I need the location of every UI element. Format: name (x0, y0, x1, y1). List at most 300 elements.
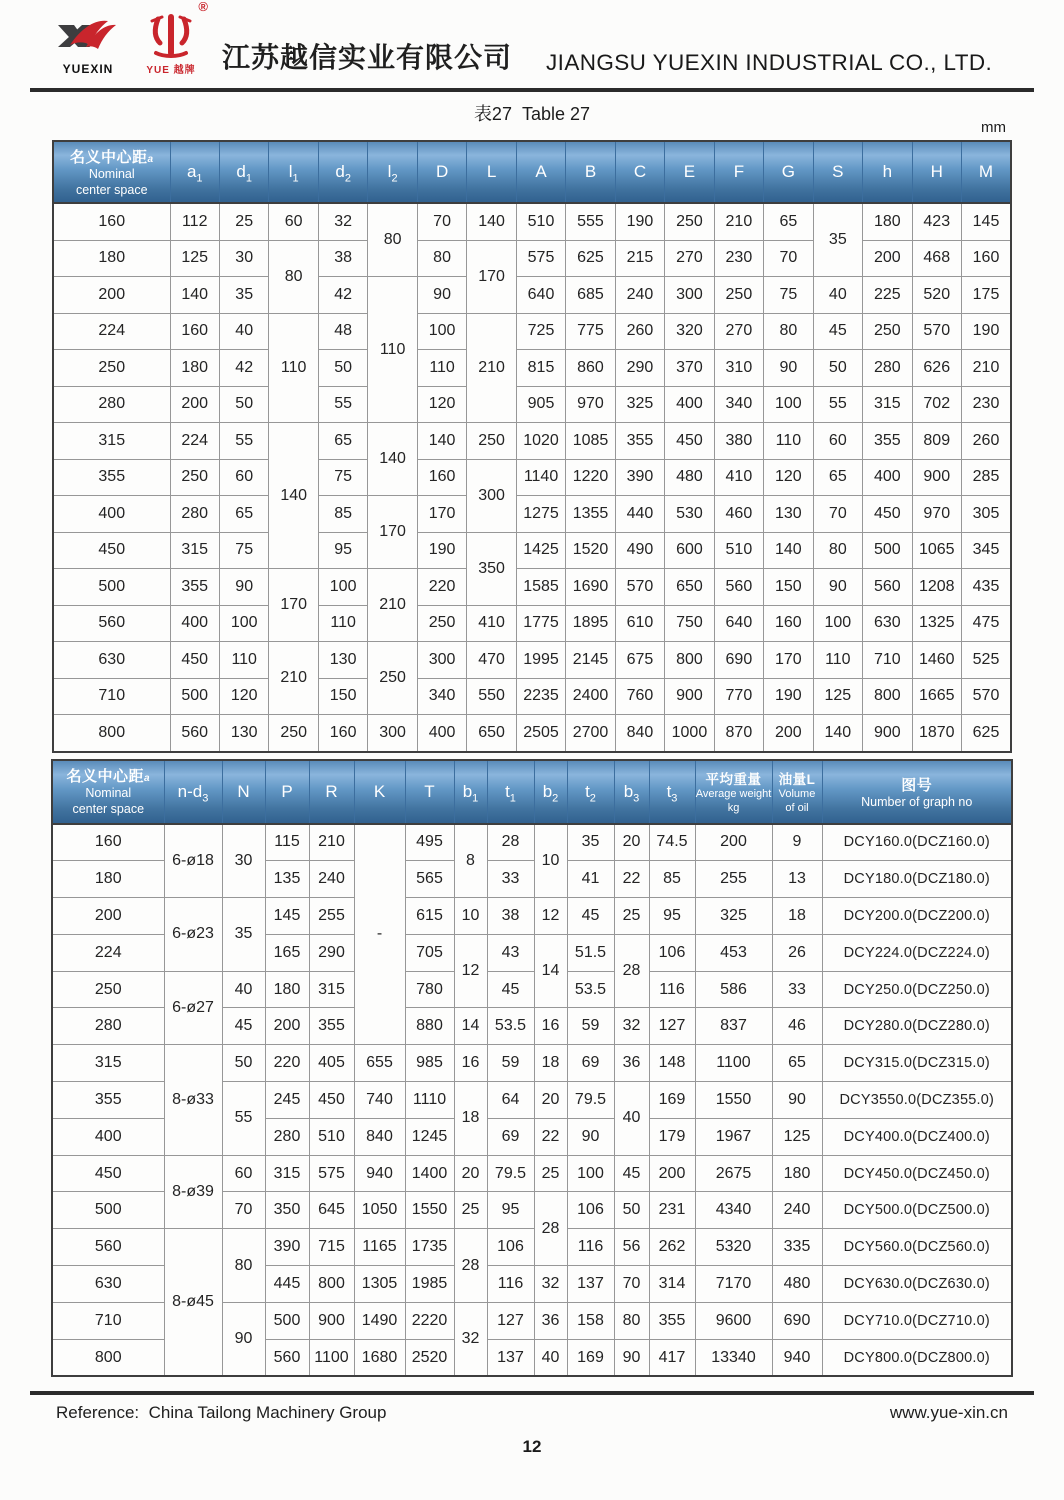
yue-brand-text: YUE 越牌 (146, 65, 196, 76)
data-cell: 325 (615, 386, 664, 423)
data-cell: 110 (764, 423, 813, 460)
data-cell: 645 (309, 1192, 354, 1229)
data-cell: 160 (417, 459, 466, 496)
data-cell: 1325 (912, 605, 961, 642)
data-cell: 570 (962, 678, 1012, 715)
data-cell: 53.5 (567, 971, 614, 1008)
row-header-cell: 400 (52, 1118, 164, 1155)
data-cell: 245 (265, 1082, 309, 1119)
data-cell: 65 (813, 459, 862, 496)
data-cell: 20 (614, 824, 649, 861)
data-cell: 1000 (665, 715, 714, 752)
data-cell: 160 (764, 605, 813, 642)
page-number: 12 (522, 1437, 542, 1457)
column-header: 平均重量 Average weight kg (695, 760, 772, 824)
data-cell: 300 (417, 642, 466, 679)
data-cell: 33 (487, 861, 534, 898)
data-cell: 9600 (695, 1302, 772, 1339)
data-cell: 65 (219, 496, 268, 533)
table-row (53, 313, 1011, 350)
row-header-cell: 400 (53, 496, 170, 533)
data-cell: 760 (615, 678, 664, 715)
data-cell: 64 (487, 1082, 534, 1119)
data-cell: 50 (813, 350, 862, 387)
table-row (52, 1229, 1012, 1266)
data-cell: 137 (567, 1266, 614, 1303)
data-cell: 1020 (516, 423, 565, 460)
data-cell: 18 (534, 1045, 567, 1082)
data-cell: 390 (265, 1229, 309, 1266)
data-cell: 510 (309, 1118, 354, 1155)
data-cell: 615 (405, 898, 454, 935)
column-header: D (417, 141, 466, 203)
row-header-cell: 450 (53, 532, 170, 569)
data-cell: 650 (467, 715, 516, 752)
data-cell: 18 (454, 1082, 487, 1156)
column-header: $l_2$ (368, 141, 417, 203)
data-cell: DCY250.0(DCZ250.0) (822, 971, 1012, 1008)
data-cell: 80 (417, 240, 466, 277)
data-cell: 13340 (695, 1339, 772, 1376)
table-row (53, 678, 1011, 715)
reference-text (56, 1403, 386, 1423)
data-cell: 100 (813, 605, 862, 642)
data-cell: 310 (714, 350, 763, 387)
data-cell: 225 (863, 277, 912, 314)
data-cell: 55 (318, 386, 367, 423)
column-header: B (566, 141, 615, 203)
data-cell: 6-ø18 (164, 824, 222, 898)
data-cell: DCY224.0(DCZ224.0) (822, 934, 1012, 971)
data-cell: 65 (772, 1045, 822, 1082)
data-cell: 106 (567, 1192, 614, 1229)
data-cell: 169 (567, 1339, 614, 1376)
row-header-cell: 355 (52, 1082, 164, 1119)
column-header: $d_2$ (318, 141, 367, 203)
data-cell: 158 (567, 1302, 614, 1339)
data-cell: 710 (863, 642, 912, 679)
page-header (0, 0, 1064, 76)
data-cell: 74.5 (649, 824, 695, 861)
data-cell: 250 (417, 605, 466, 642)
data-cell: 13 (772, 861, 822, 898)
table-row (53, 386, 1011, 423)
data-cell: 625 (962, 715, 1012, 752)
data-cell: 80 (614, 1302, 649, 1339)
data-cell: 32 (454, 1302, 487, 1376)
data-cell: 775 (566, 313, 615, 350)
data-cell: 35 (813, 203, 862, 277)
data-cell: 280 (863, 350, 912, 387)
data-cell: 35 (222, 898, 265, 972)
data-cell: 150 (318, 678, 367, 715)
data-cell: 1967 (695, 1118, 772, 1155)
column-header: T (405, 760, 454, 824)
column-header: C (615, 141, 664, 203)
data-cell: 1490 (354, 1302, 405, 1339)
logo-group (56, 0, 208, 76)
data-cell: 5320 (695, 1229, 772, 1266)
data-cell: 355 (649, 1302, 695, 1339)
data-cell: 30 (222, 824, 265, 898)
data-cell: 26 (772, 934, 822, 971)
table-row (53, 569, 1011, 606)
data-cell: 40 (222, 971, 265, 1008)
data-cell: 140 (170, 277, 219, 314)
data-cell: 56 (614, 1229, 649, 1266)
corner-header: 名义中心距a Nominal center space (53, 141, 170, 203)
data-cell: 12 (534, 898, 567, 935)
caption-row (0, 100, 1064, 134)
data-cell: 59 (487, 1045, 534, 1082)
column-header: R (309, 760, 354, 824)
data-cell: 180 (863, 203, 912, 240)
data-cell: 100 (318, 569, 367, 606)
data-cell: 870 (714, 715, 763, 752)
data-cell: DCY800.0(DCZ800.0) (822, 1339, 1012, 1376)
data-cell: 290 (615, 350, 664, 387)
data-cell: 200 (649, 1155, 695, 1192)
data-cell: 450 (309, 1082, 354, 1119)
data-cell: 190 (615, 203, 664, 240)
data-cell: 690 (772, 1302, 822, 1339)
data-cell: 715 (309, 1229, 354, 1266)
data-cell: 640 (714, 605, 763, 642)
data-cell: 4340 (695, 1192, 772, 1229)
data-cell: 90 (764, 350, 813, 387)
data-cell: 50 (614, 1192, 649, 1229)
data-cell: 80 (368, 203, 417, 277)
company-name-en: JIANGSU YUEXIN INDUSTRIAL CO., LTD. (546, 50, 993, 75)
column-header: $b_1$ (454, 760, 487, 824)
column-header: $b_2$ (534, 760, 567, 824)
reference-label: Reference: (56, 1403, 140, 1423)
table-caption-en: Table 27 (521, 104, 591, 124)
data-cell: 470 (467, 642, 516, 679)
data-cell: 250 (170, 459, 219, 496)
table-row (53, 715, 1011, 752)
data-cell: 95 (487, 1192, 534, 1229)
column-header: A (516, 141, 565, 203)
data-cell: 45 (222, 1008, 265, 1045)
data-cell: 1550 (405, 1192, 454, 1229)
data-cell: 160 (170, 313, 219, 350)
data-cell: 110 (813, 642, 862, 679)
data-cell: 80 (764, 313, 813, 350)
row-header-cell: 224 (52, 934, 164, 971)
data-cell: 800 (863, 678, 912, 715)
column-header: 图号 Number of graph no (822, 760, 1012, 824)
data-cell: 210 (467, 313, 516, 423)
data-cell: 200 (170, 386, 219, 423)
row-header-cell: 180 (53, 240, 170, 277)
data-cell: 100 (764, 386, 813, 423)
table-row (52, 971, 1012, 1008)
row-header-cell: 180 (52, 861, 164, 898)
data-cell: 190 (417, 532, 466, 569)
data-cell: 7170 (695, 1266, 772, 1303)
data-cell: 150 (764, 569, 813, 606)
column-header: P (265, 760, 309, 824)
data-cell: 200 (863, 240, 912, 277)
data-cell: 115 (265, 824, 309, 861)
data-cell: 1355 (566, 496, 615, 533)
data-cell: 110 (219, 642, 268, 679)
data-cell: 110 (368, 277, 417, 423)
data-cell: 640 (516, 277, 565, 314)
data-cell: 510 (516, 203, 565, 240)
data-cell: 495 (405, 824, 454, 861)
data-cell: 900 (912, 459, 961, 496)
data-cell: 65 (764, 203, 813, 240)
data-cell: 200 (764, 715, 813, 752)
data-cell: 1585 (516, 569, 565, 606)
data-cell: 809 (912, 423, 961, 460)
data-cell: 45 (567, 898, 614, 935)
website-text: www.yue-xin.cn (889, 1403, 1008, 1423)
data-cell: 450 (170, 642, 219, 679)
data-cell: 130 (219, 715, 268, 752)
yuexin-logo-text: YUEXIN (62, 62, 114, 76)
data-cell: 170 (368, 496, 417, 569)
data-cell: 837 (695, 1008, 772, 1045)
data-cell: 231 (649, 1192, 695, 1229)
data-cell: 255 (695, 861, 772, 898)
data-cell: 355 (615, 423, 664, 460)
data-cell: 79.5 (487, 1155, 534, 1192)
data-cell: 106 (649, 934, 695, 971)
data-cell: 1100 (309, 1339, 354, 1376)
data-cell: 20 (534, 1082, 567, 1119)
data-cell: 8-ø45 (164, 1229, 222, 1377)
data-cell: 450 (863, 496, 912, 533)
data-cell: 1735 (405, 1229, 454, 1266)
data-cell: 90 (567, 1118, 614, 1155)
data-cell: 140 (813, 715, 862, 752)
row-header-cell: 280 (53, 386, 170, 423)
data-cell: 555 (566, 203, 615, 240)
header-row (52, 760, 1012, 824)
data-cell: 8-ø39 (164, 1155, 222, 1229)
data-cell: 1550 (695, 1082, 772, 1119)
data-cell: 305 (962, 496, 1012, 533)
data-cell: 75 (219, 532, 268, 569)
data-cell: 435 (962, 569, 1012, 606)
column-header: M (962, 141, 1012, 203)
data-cell: 80 (813, 532, 862, 569)
row-header-cell: 800 (52, 1339, 164, 1376)
table-row (52, 824, 1012, 861)
data-cell: 90 (222, 1302, 265, 1376)
data-cell: 300 (368, 715, 417, 752)
data-cell: 55 (222, 1082, 265, 1156)
data-cell: 260 (615, 313, 664, 350)
data-cell: 335 (772, 1229, 822, 1266)
row-header-cell: 280 (52, 1008, 164, 1045)
data-cell: 45 (487, 971, 534, 1008)
table-row (52, 1155, 1012, 1192)
data-cell: 740 (354, 1082, 405, 1119)
data-cell: 290 (309, 934, 354, 971)
data-cell: 325 (695, 898, 772, 935)
data-cell: 69 (567, 1045, 614, 1082)
table-row (53, 496, 1011, 533)
data-cell: 315 (309, 971, 354, 1008)
corner-header: 名义中心距a Nominal center space (52, 760, 164, 824)
data-cell: 345 (962, 532, 1012, 569)
data-cell: 570 (615, 569, 664, 606)
row-header-cell: 450 (52, 1155, 164, 1192)
data-cell: 85 (649, 861, 695, 898)
data-cell: 6-ø23 (164, 898, 222, 972)
data-cell: 280 (265, 1118, 309, 1155)
data-cell: 250 (714, 277, 763, 314)
data-cell: 423 (912, 203, 961, 240)
row-header-cell: 710 (53, 678, 170, 715)
data-cell: 340 (714, 386, 763, 423)
row-header-cell: 200 (52, 898, 164, 935)
data-cell: 560 (863, 569, 912, 606)
data-cell: 40 (219, 313, 268, 350)
data-cell: DCY560.0(DCZ560.0) (822, 1229, 1012, 1266)
data-cell: 255 (309, 898, 354, 935)
data-cell: 50 (222, 1045, 265, 1082)
data-cell: 230 (714, 240, 763, 277)
data-cell: 100 (219, 605, 268, 642)
data-cell: 90 (219, 569, 268, 606)
column-header: F (714, 141, 763, 203)
page-footer (56, 1403, 1008, 1423)
registered-trademark-icon: ® (198, 0, 208, 14)
data-cell: 50 (318, 350, 367, 387)
table-row (52, 1045, 1012, 1082)
data-cell: 1985 (405, 1266, 454, 1303)
data-cell: 725 (516, 313, 565, 350)
data-cell: 224 (170, 423, 219, 460)
reference-value: China Tailong Machinery Group (148, 1403, 387, 1423)
data-cell: 565 (405, 861, 454, 898)
data-cell: 28 (534, 1192, 567, 1266)
data-cell: 525 (962, 642, 1012, 679)
data-cell: 500 (170, 678, 219, 715)
data-cell: 675 (615, 642, 664, 679)
data-cell: DCY710.0(DCZ710.0) (822, 1302, 1012, 1339)
data-cell: 480 (665, 459, 714, 496)
data-cell: 2235 (516, 678, 565, 715)
data-cell: 440 (615, 496, 664, 533)
data-cell: 90 (417, 277, 466, 314)
data-cell: 140 (368, 423, 417, 496)
data-cell: 55 (219, 423, 268, 460)
column-header: $b_3$ (614, 760, 649, 824)
data-cell: 100 (417, 313, 466, 350)
data-cell: 69 (487, 1118, 534, 1155)
column-header: $t_2$ (567, 760, 614, 824)
data-cell: DCY500.0(DCZ500.0) (822, 1192, 1012, 1229)
data-cell: 2700 (566, 715, 615, 752)
table-caption-cn: 表27 (473, 104, 512, 124)
data-cell: 390 (615, 459, 664, 496)
data-cell: 60 (813, 423, 862, 460)
data-cell: DCY160.0(DCZ160.0) (822, 824, 1012, 861)
data-cell: 410 (714, 459, 763, 496)
data-cell: 60 (222, 1155, 265, 1192)
data-cell: 520 (912, 277, 961, 314)
data-cell: 32 (534, 1266, 567, 1303)
data-cell: 1995 (516, 642, 565, 679)
column-header: $d_1$ (219, 141, 268, 203)
data-cell: 230 (962, 386, 1012, 423)
row-header-cell: 710 (52, 1302, 164, 1339)
table-row (53, 423, 1011, 460)
data-cell: 355 (309, 1008, 354, 1045)
row-header-cell: 630 (52, 1266, 164, 1303)
data-cell: 270 (665, 240, 714, 277)
data-cell: 2400 (566, 678, 615, 715)
data-cell: 160 (962, 240, 1012, 277)
data-cell: 120 (417, 386, 466, 423)
data-cell: 65 (318, 423, 367, 460)
data-cell: 985 (405, 1045, 454, 1082)
data-cell: 36 (614, 1045, 649, 1082)
data-cell: 315 (863, 386, 912, 423)
data-cell: 90 (813, 569, 862, 606)
data-cell: DCY200.0(DCZ200.0) (822, 898, 1012, 935)
data-cell: 450 (665, 423, 714, 460)
yuexin-logo (56, 17, 120, 76)
data-cell: 2220 (405, 1302, 454, 1339)
data-cell: 1208 (912, 569, 961, 606)
data-cell: 70 (614, 1266, 649, 1303)
data-cell: 300 (467, 459, 516, 532)
data-cell: 28 (487, 824, 534, 861)
column-header: E (665, 141, 714, 203)
data-cell: 460 (714, 496, 763, 533)
data-cell: 2505 (516, 715, 565, 752)
column-header: $t_1$ (487, 760, 534, 824)
data-cell: 1140 (516, 459, 565, 496)
column-header: $t_3$ (649, 760, 695, 824)
data-cell: 120 (219, 678, 268, 715)
data-cell: 180 (772, 1155, 822, 1192)
row-header-cell: 224 (53, 313, 170, 350)
data-cell: 110 (318, 605, 367, 642)
data-cell: 140 (467, 203, 516, 240)
column-header: G (764, 141, 813, 203)
row-header-cell: 315 (53, 423, 170, 460)
data-cell: 250 (665, 203, 714, 240)
data-cell: 22 (614, 861, 649, 898)
column-header: 油量L Volume of oil (772, 760, 822, 824)
data-cell: 1460 (912, 642, 961, 679)
data-cell: 210 (309, 824, 354, 861)
data-cell: 125 (813, 678, 862, 715)
data-cell: 70 (417, 203, 466, 240)
data-cell: 135 (265, 861, 309, 898)
data-cell: 110 (269, 313, 318, 423)
data-cell: 530 (665, 496, 714, 533)
data-cell: 12 (454, 934, 487, 1008)
column-header: L (467, 141, 516, 203)
data-cell: 160 (318, 715, 367, 752)
data-cell: 10 (454, 898, 487, 935)
data-cell: 320 (665, 313, 714, 350)
row-header-cell: 315 (52, 1045, 164, 1082)
data-cell: 170 (269, 569, 318, 642)
data-cell: 840 (354, 1118, 405, 1155)
data-cell: 45 (813, 313, 862, 350)
data-cell: 285 (962, 459, 1012, 496)
